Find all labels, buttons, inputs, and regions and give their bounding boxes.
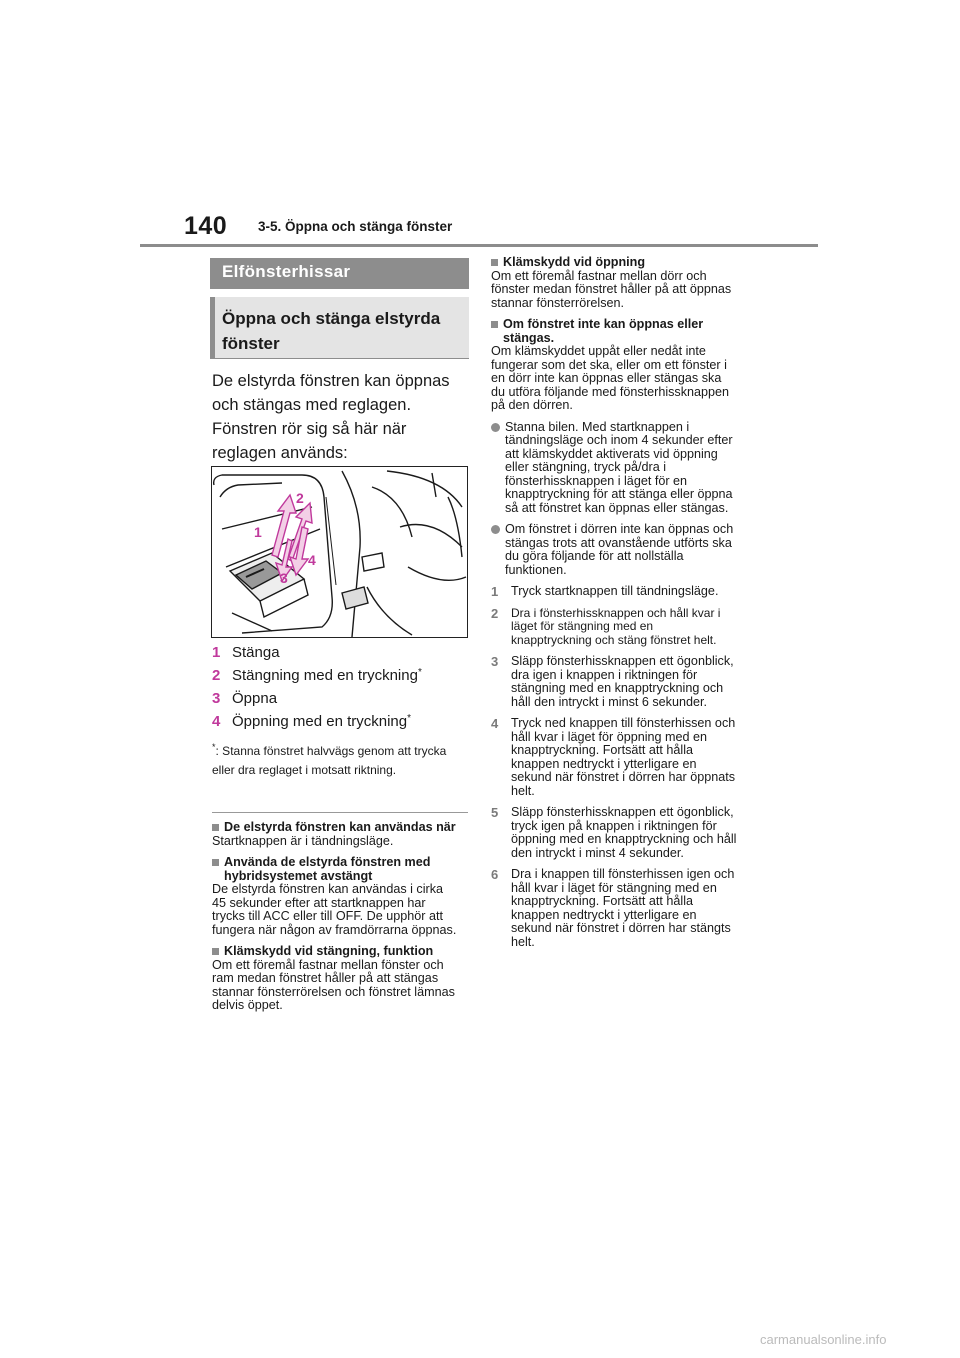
note-body: Startknappen är i tändningsläge. [212, 833, 394, 848]
note-body: Om klämskyddet uppåt eller nedåt inte fungerar som det ska, eller om ett fönster i en dörr inte kan öppnas eller stängas ska du utföra följande med fönsterhissknappen på den dörren. [491, 344, 730, 412]
square-bullet-icon [491, 321, 498, 328]
step-text: Tryck startknappen till tändningsläge. [511, 584, 719, 598]
square-bullet-icon [212, 824, 219, 831]
bullet-item [491, 421, 737, 516]
note-heading: Klämskydd vid öppning [503, 255, 646, 269]
step-text: Dra i knappen till fönsterhissen igen och håll kvar i läget för stängning med en knapptryckning. Fortsätt att hålla knappen nedtryckt i ytterligare en sekund när fönstret i dörren har stängts helt. [511, 867, 735, 949]
square-bullet-icon [491, 259, 498, 266]
step-number: 6 [491, 867, 499, 882]
note-heading: Om fönstret inte kan öppnas eller stängas. [503, 317, 704, 345]
round-bullet-icon [491, 525, 500, 534]
legend-number: 2 [212, 667, 221, 684]
square-bullet-icon [212, 859, 219, 866]
legend-number: 1 [212, 644, 221, 661]
footnote-text: : Stanna fönstret halvvägs genom att trycka eller dra reglaget i motsatt riktning. [212, 744, 447, 777]
divider [212, 812, 468, 813]
note-block [491, 318, 737, 413]
step-number: 2 [491, 605, 499, 621]
right-notes [491, 256, 737, 957]
note-body: De elstyrda fönstren kan användas i cirka 45 sekunder efter att startknappen har trycks till ACC eller till OFF. De upphör att fungera när någon av framdörrarna öppnas. [212, 882, 457, 937]
subsection-title: Öppna och stänga elstyrda fönster [210, 297, 469, 359]
step-number: 4 [491, 716, 499, 731]
legend-label: Öppna [232, 690, 278, 707]
note-block [212, 856, 458, 937]
header-rule [140, 244, 818, 247]
window-switch-illustration [211, 466, 468, 638]
note-body: Om ett föremål fastnar mellan dörr och fönster medan fönstret håller på att öppnas stannar fönsterrörelsen. [491, 268, 732, 310]
left-notes [212, 821, 458, 1021]
page-number: 140 [184, 212, 228, 240]
step-item [491, 868, 737, 949]
note-block [491, 256, 737, 310]
step-item [491, 717, 737, 798]
footnote-mark: * [212, 742, 216, 752]
callout-4: 4 [308, 552, 316, 568]
callout-2: 2 [296, 490, 304, 506]
step-number: 3 [491, 654, 499, 669]
round-bullet-icon [491, 423, 500, 432]
step-text: Dra i fönsterhissknappen och håll kvar i läget för stängning med en knapptryckning och stäng fönstret helt. [511, 605, 721, 647]
step-text: Tryck ned knappen till fönsterhissen och håll kvar i läget för öppning med en knapptryckning. Fortsätt att hålla knappen nedtryckt i ytterligare en sekund när fönstret i dörren har öppnats helt. [511, 716, 736, 798]
step-number: 5 [491, 805, 499, 820]
running-head: 3-5. Öppna och stänga fönster [258, 219, 453, 234]
legend-label: Öppning med en tryckning [232, 713, 408, 730]
step-text: Släpp fönsterhissknappen ett ögonblick, dra igen i knappen i riktningen för stängning med en knapptryckning och håll den intryckt i minst 6 sekunder. [511, 654, 734, 709]
intro-paragraph-1: De elstyrda fönstren kan öppnas och stängas med reglagen. [212, 372, 450, 414]
intro-paragraph-2: Fönstren rör sig så här när reglagen används: [212, 420, 407, 462]
intro-text [212, 369, 474, 465]
figure-legend [212, 644, 474, 736]
legend-number: 3 [212, 690, 221, 707]
callout-1: 1 [254, 524, 262, 540]
legend-item [212, 667, 474, 690]
legend-asterisk: * [407, 713, 412, 724]
square-bullet-icon [212, 948, 219, 955]
legend-item [212, 713, 474, 736]
step-item [491, 655, 737, 709]
bullet-item [491, 523, 737, 577]
legend-asterisk: * [417, 667, 422, 678]
note-heading: De elstyrda fönstren kan användas när [224, 820, 456, 834]
step-item [491, 585, 737, 599]
note-block [212, 945, 458, 1013]
note-body: Om ett föremål fastnar mellan fönster och ram medan fönstret håller på att stängas stannar fönsterrörelsen och fönstret lämnas delvis öppet. [212, 957, 455, 1012]
note-heading: Använda de elstyrda fönstren med hybridsystemet avstängt [224, 855, 431, 883]
step-item [491, 607, 737, 648]
legend-label: Stängning med en tryckning [232, 667, 418, 684]
note-block [212, 821, 458, 848]
legend-number: 4 [212, 713, 221, 730]
bullet-text: Stanna bilen. Med startknappen i tändningsläge och inom 4 sekunder efter att klämskyddet aktiverats vid öppning eller stängning, tryck på/dra i fönsterhissknappen i läget för en knapptryckning för att stänga eller öppna så att fönstret kan öppnas eller stängas. [505, 419, 733, 515]
step-number: 1 [491, 584, 499, 599]
section-title: Elfönsterhissar [210, 258, 469, 289]
legend-label: Stänga [232, 644, 280, 661]
watermark: carmanualsonline.info [760, 1332, 887, 1347]
callout-3: 3 [280, 570, 288, 586]
bullet-text: Om fönstret i dörren inte kan öppnas och stängas trots att ovanstående utförts ska du göra följande för att nollställa funktionen. [505, 522, 734, 577]
step-text: Släpp fönsterhissknappen ett ögonblick, tryck igen på knappen i riktningen för öppning med en knapptryckning och håll den intryckt i minst 4 sekunder. [511, 805, 737, 860]
legend-item [212, 690, 474, 713]
step-item [491, 806, 737, 860]
window-switch-drawing [212, 467, 468, 638]
footnote [212, 738, 470, 780]
note-heading: Klämskydd vid stängning, funktion [224, 944, 434, 958]
legend-item [212, 644, 474, 667]
